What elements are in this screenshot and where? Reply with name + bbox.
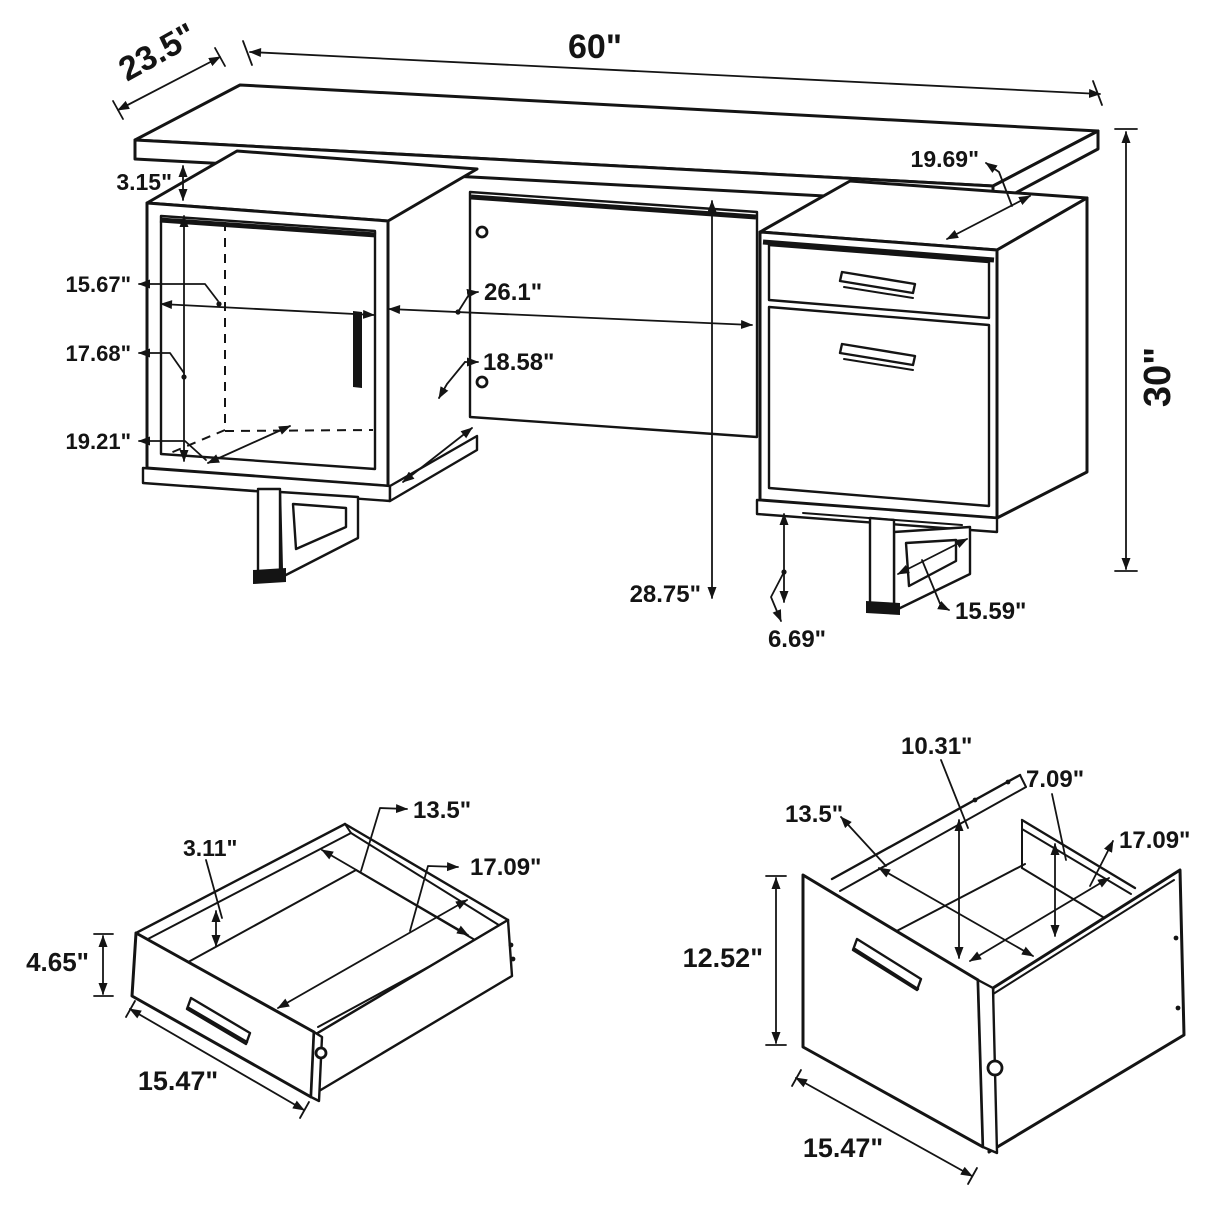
file-drawer-front — [769, 307, 989, 506]
small-drawer-view — [26, 797, 541, 1118]
screw-hole — [316, 1048, 326, 1058]
dim-label-pedestal-depth: 19.69" — [910, 146, 979, 172]
dim-side-height-small — [183, 835, 237, 946]
dim-label-top-depth: 23.5" — [112, 15, 203, 89]
dim-label-top-width: 60" — [568, 28, 622, 66]
dim-label-knee-depth: 18.58" — [483, 349, 555, 376]
screw-hole — [511, 957, 516, 962]
file-drawer-view — [683, 733, 1191, 1184]
dim-label-overall-height: 30" — [1137, 346, 1179, 408]
dim-label-side-height-small: 3.11" — [183, 835, 238, 861]
dim-front-height-file — [683, 876, 786, 1045]
dim-label-back-height-file: 10.31" — [901, 733, 973, 760]
dim-leg-clearance — [768, 514, 826, 653]
dim-label-front-height-small: 4.65" — [26, 947, 89, 977]
left-sled-leg — [253, 489, 358, 584]
screw-hole — [973, 798, 978, 803]
dim-label-top-gap: 3.15" — [116, 169, 172, 195]
dim-label-cabinet-inner-width: 15.67" — [65, 272, 131, 297]
dim-front-height-small — [26, 934, 113, 996]
dim-label-leg-clearance: 6.69" — [767, 626, 827, 653]
door-handle — [353, 311, 362, 388]
dim-label-knee-width: 26.1" — [484, 279, 543, 306]
dim-label-leg-depth: 15.59" — [955, 598, 1027, 625]
screw-hole — [988, 1061, 1002, 1075]
screw-hole — [1006, 780, 1011, 785]
small-drawer-box — [132, 824, 515, 1101]
desk-view — [66, 16, 1179, 653]
dim-label-front-width-small: 15.47" — [137, 1066, 219, 1096]
screw-hole — [477, 227, 487, 237]
dim-label-inner-depth-small: 17.09" — [470, 854, 542, 881]
right-pedestal — [757, 181, 1087, 532]
dim-label-front-width-file: 15.47" — [802, 1133, 884, 1163]
screw-hole — [1176, 1006, 1181, 1011]
dim-label-inner-width-small: 13.5" — [413, 797, 472, 824]
dim-label-cabinet-inner-height: 17.68" — [65, 341, 131, 366]
dim-label-cabinet-inner-depth: 19.21" — [65, 429, 131, 454]
dim-label-divider-height-file: 7.09" — [1026, 766, 1085, 793]
dim-overall-height — [1115, 129, 1179, 571]
leg-foot — [253, 568, 286, 584]
dim-label-front-height-file: 12.52" — [682, 943, 763, 973]
screw-hole — [1174, 936, 1179, 941]
screw-hole — [509, 943, 514, 948]
leg-foot — [866, 601, 900, 615]
dim-label-inner-width-file: 13.5" — [785, 801, 844, 828]
screw-hole — [477, 377, 487, 387]
dim-label-inner-depth-file: 17.09" — [1119, 827, 1191, 854]
dim-label-underside-height: 28.75" — [629, 581, 701, 608]
